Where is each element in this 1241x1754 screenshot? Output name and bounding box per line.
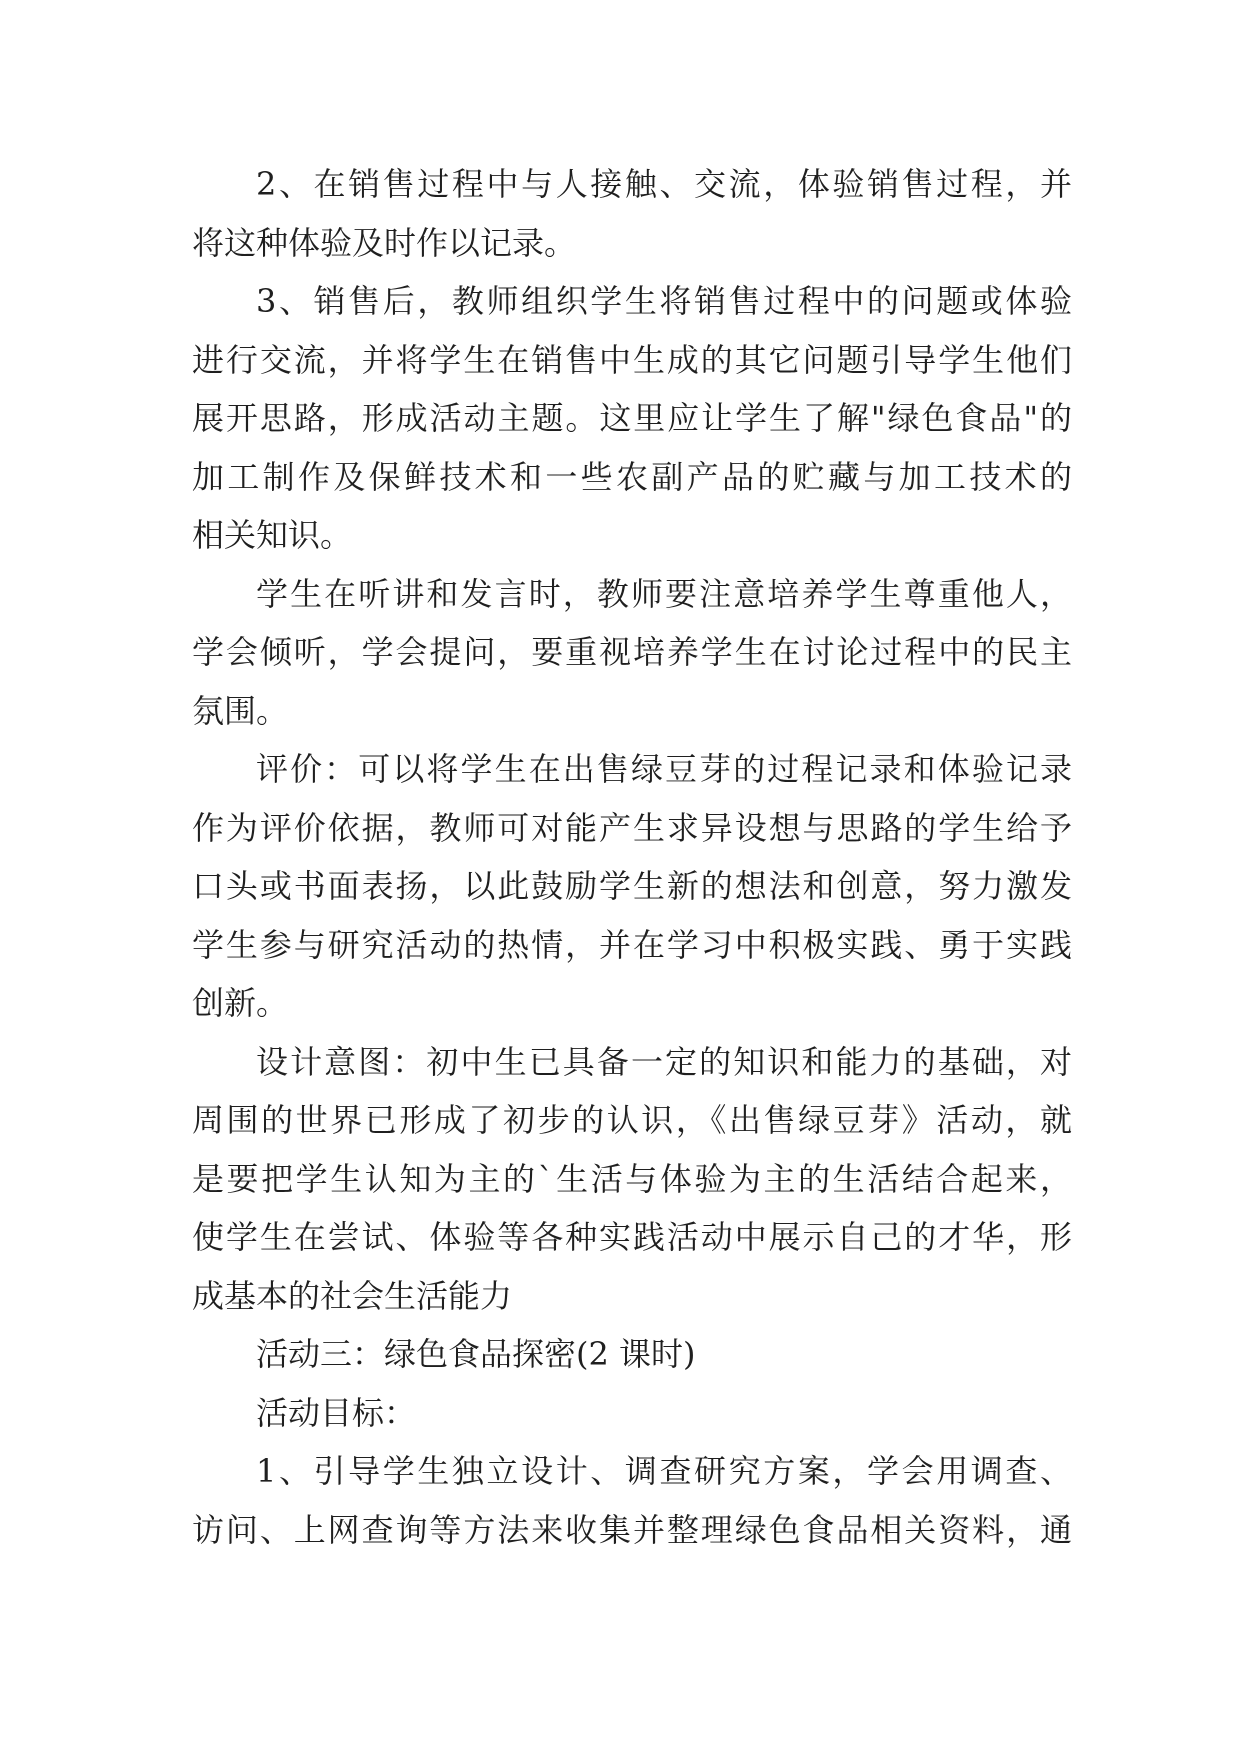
paragraph-line: 1、引导学生独立设计、调查研究方案，学会用调查、 (256, 1452, 1072, 1490)
paragraph-line: 相关知识。 (192, 516, 353, 554)
paragraph-line: 口头或书面表扬，以此鼓励学生新的想法和创意，努力激发 (192, 867, 1072, 905)
paragraph-line: 氛围。 (192, 691, 289, 730)
paragraph-line: 进行交流，并将学生在销售中生成的其它问题引导学生他们 (192, 340, 1072, 379)
paragraph-line: 作为评价依据，教师可对能产生求异设想与思路的学生给予 (192, 808, 1072, 847)
paragraph-line: 创新。 (192, 984, 289, 1022)
paragraph-line: 访问、上网查询等方法来收集并整理绿色食品相关资料，通 (192, 1510, 1072, 1549)
subsection-heading: 活动目标： (256, 1393, 417, 1432)
document-body (192, 155, 1072, 1559)
paragraph-line: 周围的世界已形成了初步的认识，《出售绿豆芽》活动，就 (192, 1101, 1072, 1139)
paragraph-line: 评价：可以将学生在出售绿豆芽的过程记录和体验记录 (256, 750, 1072, 788)
paragraph-line: 学生在听讲和发言时，教师要注意培养学生尊重他人， (256, 574, 1072, 613)
paragraph-line: 设计意图：初中生已具备一定的知识和能力的基础，对 (256, 1042, 1072, 1081)
paragraph-line: 使学生在尝试、体验等各种实践活动中展示自己的才华，形 (192, 1218, 1072, 1256)
paragraph-line: 加工制作及保鲜技术和一些农副产品的贮藏与加工技术的 (192, 457, 1072, 496)
paragraph-line: 学会倾听，学会提问，要重视培养学生在讨论过程中的民主 (192, 633, 1072, 671)
paragraph-line: 将这种体验及时作以记录。 (192, 223, 577, 262)
paragraph-line: 是要把学生认知为主的`生活与体验为主的生活结合起来， (192, 1159, 1072, 1198)
section-heading: 活动三：绿色食品探密(2 课时) (256, 1335, 696, 1373)
paragraph-line: 2、在销售过程中与人接触、交流，体验销售过程，并 (256, 165, 1072, 203)
paragraph-line: 成基本的社会生活能力 (192, 1276, 513, 1315)
paragraph-line: 学生参与研究活动的热情，并在学习中积极实践、勇于实践 (192, 925, 1072, 964)
paragraph-line: 3、销售后，教师组织学生将销售过程中的问题或体验 (256, 282, 1072, 320)
paragraph-line: 展开思路，形成活动主题。这里应让学生了解"绿色食品"的 (192, 399, 1072, 437)
